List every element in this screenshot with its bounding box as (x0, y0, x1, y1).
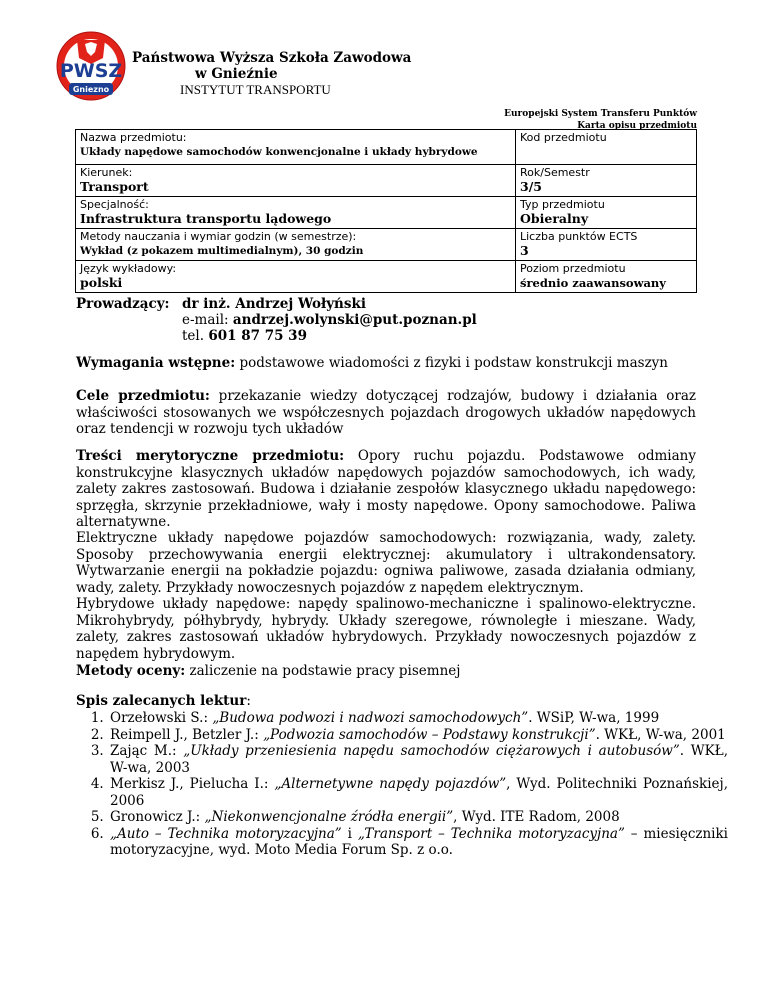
lit-title: „Auto – Technika motoryzacyjna” (110, 825, 342, 842)
pwsz-logo (55, 28, 127, 104)
logo-subtext: Gniezno (72, 85, 110, 94)
literature-item (108, 727, 728, 744)
goals-text: przekazanie wiedzy dotyczącej rodzajów, budowy i działania oraz właściwości stosowanych we współczesnych pojazdach drogowych układów napędowych oraz tendencji w rozwoju tych układów (76, 388, 696, 437)
field-value: Transport (80, 179, 149, 194)
literature-label: Spis zalecanych lektur (76, 693, 247, 709)
lit-author: Gronowicz J.: (110, 809, 205, 825)
type-label: Typ przedmiotu (520, 198, 605, 211)
ects-cell (516, 229, 697, 261)
requirements-label: Wymagania wstępne: (76, 355, 236, 371)
lit-publisher: , Wyd. Politechniki Poznańskiej, 2006 (110, 776, 729, 809)
subject-cell (76, 130, 516, 165)
email-prefix: e-mail: (182, 312, 233, 328)
lit-connector: i (341, 825, 358, 842)
lecturer-email[interactable]: andrzej.wolynski@put.poznan.pl (232, 312, 477, 328)
lang-cell (76, 261, 516, 293)
content-text-1: Opory ruchu pojazdu. Podstawowe odmiany konstrukcyjne klasycznych układów napędowych pojazdów samochodowych, ich wady, zalety zakres zastosowań. Budowa i działanie zespołów klasycznego układu napędowego: sprzęgła, skrzynie przekładniowe, wały i mosty napędowe. Opony samochodowe. Paliwa alternatywne. (76, 448, 696, 530)
lit-title-2: „Transport – Technika motoryzacyjna” (357, 825, 625, 842)
lit-publisher: . WSiP, W-wa, 1999 (528, 710, 660, 726)
lit-publisher: , Wyd. ITE Radom, 2008 (453, 809, 620, 825)
lecturer-tel-row (182, 328, 307, 344)
content-paragraph-2: Elektryczne układy napędowe pojazdów samochodowych: rozwiązania, wady, zalety. Sposoby przechowywania energii elektrycznej: akumulatory i ultrakondensatory. Wytwarzanie energii na pokładzie pojazdu: ogniwa paliwowe, zasada działania odmiany, wady, zalety. Przykłady nowoczesnych pojazdów z napędem elektrycznym. (76, 530, 696, 596)
goals-paragraph (76, 388, 696, 438)
lang-value: polski (80, 275, 123, 290)
spec-cell (76, 197, 516, 229)
subject-label: Nazwa przedmiotu: (80, 131, 187, 144)
literature-item (108, 809, 728, 826)
assessment-paragraph (76, 663, 696, 680)
school-city: w Gnieźnie (195, 66, 278, 82)
spec-value: Infrastruktura transportu lądowego (80, 211, 332, 226)
lecturer-name: dr inż. Andrzej Wołyński (182, 296, 366, 312)
field-label: Kierunek: (80, 166, 133, 179)
spec-label: Specjalność: (80, 198, 149, 211)
methods-cell (76, 229, 516, 261)
card-title: Karta opisu przedmiotu (577, 121, 697, 131)
lit-title: „Alternetywne napędy pojazdów” (274, 776, 507, 792)
type-cell (516, 197, 697, 229)
lit-author: Zając M.: (110, 743, 184, 759)
field-cell (76, 165, 516, 197)
code-label: Kod przedmiotu (520, 131, 607, 144)
subject-value: Układy napędowe samochodów konwencjonalne i układy hybrydowe (80, 146, 478, 158)
year-cell (516, 165, 697, 197)
ects-title: Europejski System Transferu Punktów (504, 109, 697, 119)
year-value: 3/5 (520, 179, 542, 194)
literature-item (108, 826, 728, 859)
school-name: Państwowa Wyższa Szkoła Zawodowa (132, 50, 412, 66)
assessment-label: Metody oceny: (76, 663, 186, 679)
content-label: Treści merytoryczne przedmiotu: (76, 448, 345, 464)
ects-label: Liczba punktów ECTS (520, 230, 638, 243)
assessment-text: zaliczenie na podstawie pracy pisemnej (185, 663, 461, 679)
institute-name: INSTYTUT TRANSPORTU (180, 82, 331, 97)
logo-text: PWSZ (59, 60, 123, 82)
tel-prefix: tel. (182, 328, 209, 344)
methods-label: Metody nauczania i wymiar godzin (w semestrze): (80, 230, 357, 243)
literature-heading (76, 693, 696, 710)
lit-author: Reimpell J., Betzler J.: (110, 726, 264, 743)
literature-colon: : (246, 693, 251, 709)
subject-info-table (75, 129, 697, 293)
ects-value: 3 (520, 243, 529, 258)
literature-item (108, 776, 728, 809)
literature-item (108, 743, 728, 776)
lit-author: Merkisz J., Pielucha I.: (110, 776, 275, 792)
methods-value: Wykład (z pokazem multimedialnym), 30 godzin (80, 245, 364, 257)
lit-title: „Podwozia samochodów – Podstawy konstrukcji” (263, 726, 596, 743)
code-cell (516, 130, 697, 165)
lit-publisher: . WKŁ, W-wa, 2003 (110, 743, 728, 776)
lecturer-label: Prowadzący: (76, 296, 170, 312)
lecturer-email-row (182, 312, 477, 328)
level-label: Poziom przedmiotu (520, 262, 626, 275)
lecturer-tel: 601 87 75 39 (208, 328, 307, 344)
literature-item (108, 710, 728, 727)
lit-author: Orzełowski S.: (110, 710, 213, 726)
requirements-text: podstawowe wiadomości z fizyki i podstaw konstrukcji maszyn (235, 355, 669, 371)
lang-label: Język wykładowy: (80, 262, 177, 275)
goals-label: Cele przedmiotu: (76, 388, 210, 404)
lit-title: „Niekonwencjonalne źródła energii” (204, 809, 454, 825)
literature-list (76, 710, 728, 859)
requirements-paragraph (76, 355, 696, 372)
level-value: średnio zaawansowany (520, 276, 666, 290)
lit-title: „Układy przeniesienia napędu samochodów ciężarowych i autobusów” (183, 743, 680, 759)
content-paragraph-3: Hybrydowe układy napędowe: napędy spalinowo-mechaniczne i spalinowo-elektryczne. Mikrohybrydy, półhybrydy, hybrydy. Układy szeregowe, równoległe i mieszane. Wady, zalety, zakres zastosowań układów hybrydowych. Przykłady nowoczesnych pojazdów z napędem hybrydowym. (76, 596, 696, 662)
lit-title: „Budowa podwozi i nadwozi samochodowych” (212, 710, 529, 726)
lit-publisher: – miesięczniki motoryzacyjne, wyd. Moto Media Forum Sp. z o.o. (110, 825, 728, 858)
content-paragraph (76, 448, 696, 531)
year-label: Rok/Semestr (520, 166, 590, 179)
type-value: Obieralny (520, 211, 589, 226)
level-cell (516, 261, 697, 293)
lit-publisher: . WKŁ, W-wa, 2001 (595, 726, 726, 743)
